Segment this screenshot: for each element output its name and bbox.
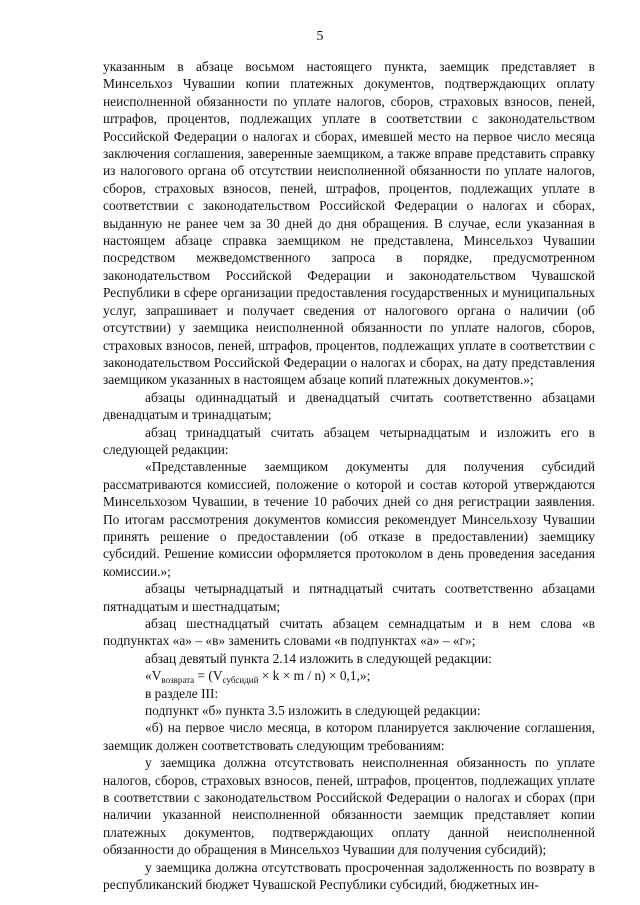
paragraph: в разделе III: <box>145 685 219 701</box>
formula-mid: = (V <box>194 668 223 684</box>
paragraph-quote: «Представленные заемщиком документы для получения субсидий рассматриваются комиссией, положение о которой и состав которой утверждаются Минсельхозом Чувашии, в течение 10 рабочих дней со дня регистрации заявления. По итогам рассмотрения документов комиссия рекомендует Минсельхозу Чувашии принять решение о предоставлении (об отказе в предоставлении) заемщику субсидий. Решение комиссии оформляется протоколом в день проведения заседания комиссии.»; <box>103 459 595 579</box>
paragraph: «б) на первое число месяца, в котором планируется заключение соглашения, заемщик должен соответствовать следующим требованиям: <box>103 720 595 753</box>
formula <box>103 667 595 684</box>
paragraph: у заемщика должна отсутствовать неисполненная обязанность по уплате налогов, сборов, страховых взносов, пеней, штрафов, процентов, подлежащих уплате в соответствии с законодательством Российской Федерации о налогах и сборах (при наличии указанной неисполненной обязанности заемщик представляет копии платежных документов, подтверждающих оплату данной неисполненной обязанности до обращения в Минсельхоз Чувашии для получения субсидий); <box>103 755 595 858</box>
paragraph: абзацы четырнадцатый и пятнадцатый считать соответственно абзацами пятнадцатым и шестнадцатым; <box>103 581 595 614</box>
formula-open: «V <box>145 668 162 684</box>
paragraph: абзац девятый пункта 2.14 изложить в следующей редакции: <box>145 650 492 666</box>
page-number: 5 <box>316 29 324 44</box>
formula-rest: × k × m / n) × 0,1,»; <box>258 668 371 684</box>
paragraph: абзац тринадцатый считать абзацем четырнадцатым и изложить его в следующей редакции: <box>103 424 595 457</box>
paragraph: абзацы одиннадцатый и двенадцатый считать соответственно абзацами двенадцатым и тринадцатым; <box>103 389 595 423</box>
formula-sub-return: возврата <box>161 675 195 686</box>
formula-sub-subsidies: субсидий <box>222 675 259 686</box>
paragraph: подпункт «б» пункта 3.5 изложить в следующей редакции: <box>145 703 481 719</box>
paragraph-continuation: указанным в абзаце восьмом настоящего пункта, заемщик представляет в Минсельхоз Чувашии копии платежных документов, подтверждающих оплату неисполненной обязанности по уплате налогов, сборов, страховых взносов, пеней, штрафов, процентов, подлежащих уплате в соответствии с законодательством Российской Федерации о налогах и сборах, имевшей место на первое число месяца заключения соглашения, заверенные заемщиком, а также вправе представить справку из налогового органа об отсутствии неисполненной обязанности по уплате налогов, сборов, страховых взносов, пеней, штрафов, процентов, подлежащих уплате в соответствии с законодательством Российской Федерации о налогах и сборах, выданную не ранее чем за 30 дней до дня обращения. В случае, если указанная в настоящем абзаце справка заемщиком не представлена, Минсельхоз Чувашии посредством межведомственного запроса в порядке, предусмотренном законодательством Российской Федерации и законодательством Чувашской Республики в сфере организации предоставления государственных и муниципальных услуг, запрашивает и получает сведения от налогового органа о наличии (об отсутствии) у заемщика неисполненной обязанности по уплате налогов, сборов, страховых взносов, пеней, штрафов, процентов, подлежащих уплате в соответствии с законодательством Российской Федерации о налогах и сборах, на дату представления заемщиком указанных в настоящем абзаце копий платежных документов.»; <box>103 59 595 388</box>
paragraph: абзац шестнадцатый считать абзацем семнадцатым и в нем слова «в подпунктах «а» – «в» заменить словами «в подпунктах «а» – «г»; <box>103 616 595 649</box>
paragraph-continued: у заемщика должна отсутствовать просроченная задолженность по возврату в республиканский бюджет Чувашской Республики субсидий, бюджетных ин- <box>103 859 595 893</box>
document-body <box>103 58 595 894</box>
